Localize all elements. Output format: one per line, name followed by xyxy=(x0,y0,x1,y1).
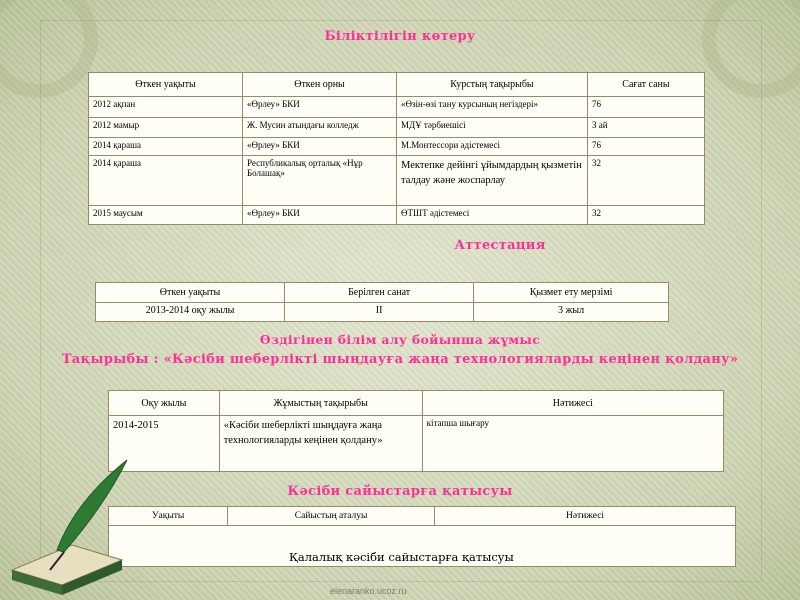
column-header: Берілген санат xyxy=(285,283,474,303)
watermark-text: elenaranko.ucoz.ru xyxy=(330,586,407,596)
table-cell: 2012 мамыр xyxy=(89,118,243,138)
table-cell: 2014 қараша xyxy=(89,156,243,206)
table-row xyxy=(89,156,705,206)
table-cell: «Өрлеу» БКИ xyxy=(243,97,397,118)
table-cell: 32 xyxy=(587,206,704,225)
table-row xyxy=(109,416,724,472)
table-header-row xyxy=(109,391,724,416)
column-header: Оқу жылы xyxy=(109,391,220,416)
attestation-table xyxy=(95,282,669,322)
table-header-row xyxy=(96,283,669,303)
table-cell: 2014-2015 xyxy=(109,416,220,472)
column-header: Қызмет ету мерзімі xyxy=(474,283,669,303)
table-cell: «Өзін-өзі тану курсының негіздері» xyxy=(397,97,588,118)
table-cell: М.Монтессори әдістемесі xyxy=(397,138,588,156)
column-header: Өткен уақыты xyxy=(89,73,243,97)
table-cell: 32 xyxy=(587,156,704,206)
table-cell: II xyxy=(285,303,474,322)
column-header: Нәтижесі xyxy=(435,507,736,526)
table-row xyxy=(96,303,669,322)
column-header: Курстың тақырыбы xyxy=(397,73,588,97)
column-header: Сағат саны xyxy=(587,73,704,97)
column-header: Сайыстың аталуы xyxy=(228,507,435,526)
table-cell: Қалалық кәсіби сайыстарға қатысуы xyxy=(109,526,736,567)
qualification-table xyxy=(88,72,705,225)
self-education-topic: Тақырыбы : «Кәсіби шеберлікті шыңдауға жаңа технологияларды кеңінен қолдану» xyxy=(61,352,739,367)
table-cell: Республикалық орталық «Нұр Болашақ» xyxy=(243,156,397,206)
column-header: Нәтижесі xyxy=(422,391,723,416)
table-header-row xyxy=(89,73,705,97)
table-cell: 2014 қараша xyxy=(89,138,243,156)
table-cell: 3 жыл xyxy=(474,303,669,322)
competitions-table xyxy=(108,506,736,567)
quill-book-icon xyxy=(2,450,132,600)
column-header: Өткен орны xyxy=(243,73,397,97)
section-title-self-education: Өздігінен білім алу бойынша жұмыс xyxy=(259,332,541,347)
table-cell: «Өрлеу» БКИ xyxy=(243,206,397,225)
table-cell: 2013-2014 оқу жылы xyxy=(96,303,285,322)
table-cell: Ж. Мусин атындағы колледж xyxy=(243,118,397,138)
table-cell: «Кәсіби шеберлікті шыңдауға жаңа технологияларды кеңінен қолдану» xyxy=(219,416,422,472)
table-cell: 76 xyxy=(587,97,704,118)
table-cell: Мектепке дейінгі ұйымдардың қызметін талдау және жоспарлау xyxy=(397,156,588,206)
table-row xyxy=(109,526,736,567)
table-cell: 2015 маусым xyxy=(89,206,243,225)
table-cell: МДҰ тәрбиешісі xyxy=(397,118,588,138)
column-header: Өткен уақыты xyxy=(96,283,285,303)
table-cell: ӨТШТ әдістемесі xyxy=(397,206,588,225)
table-row xyxy=(89,97,705,118)
column-header: Уақыты xyxy=(109,507,228,526)
table-cell: 2012 ақпан xyxy=(89,97,243,118)
table-row xyxy=(89,206,705,225)
column-header: Жұмыстың тақырыбы xyxy=(219,391,422,416)
section-title-qualification: Біліктілігін көтеру xyxy=(324,29,476,44)
table-row xyxy=(89,138,705,156)
table-row xyxy=(89,118,705,138)
section-title-competitions: Кәсіби сайыстарға қатысуы xyxy=(287,484,513,499)
table-header-row xyxy=(109,507,736,526)
table-cell: «Өрлеу» БКИ xyxy=(243,138,397,156)
section-title-attestation: Аттестация xyxy=(454,238,546,253)
table-cell: 3 ай xyxy=(587,118,704,138)
table-cell: 76 xyxy=(587,138,704,156)
self-education-table xyxy=(108,390,724,472)
table-cell: кітапша шығару xyxy=(422,416,723,472)
